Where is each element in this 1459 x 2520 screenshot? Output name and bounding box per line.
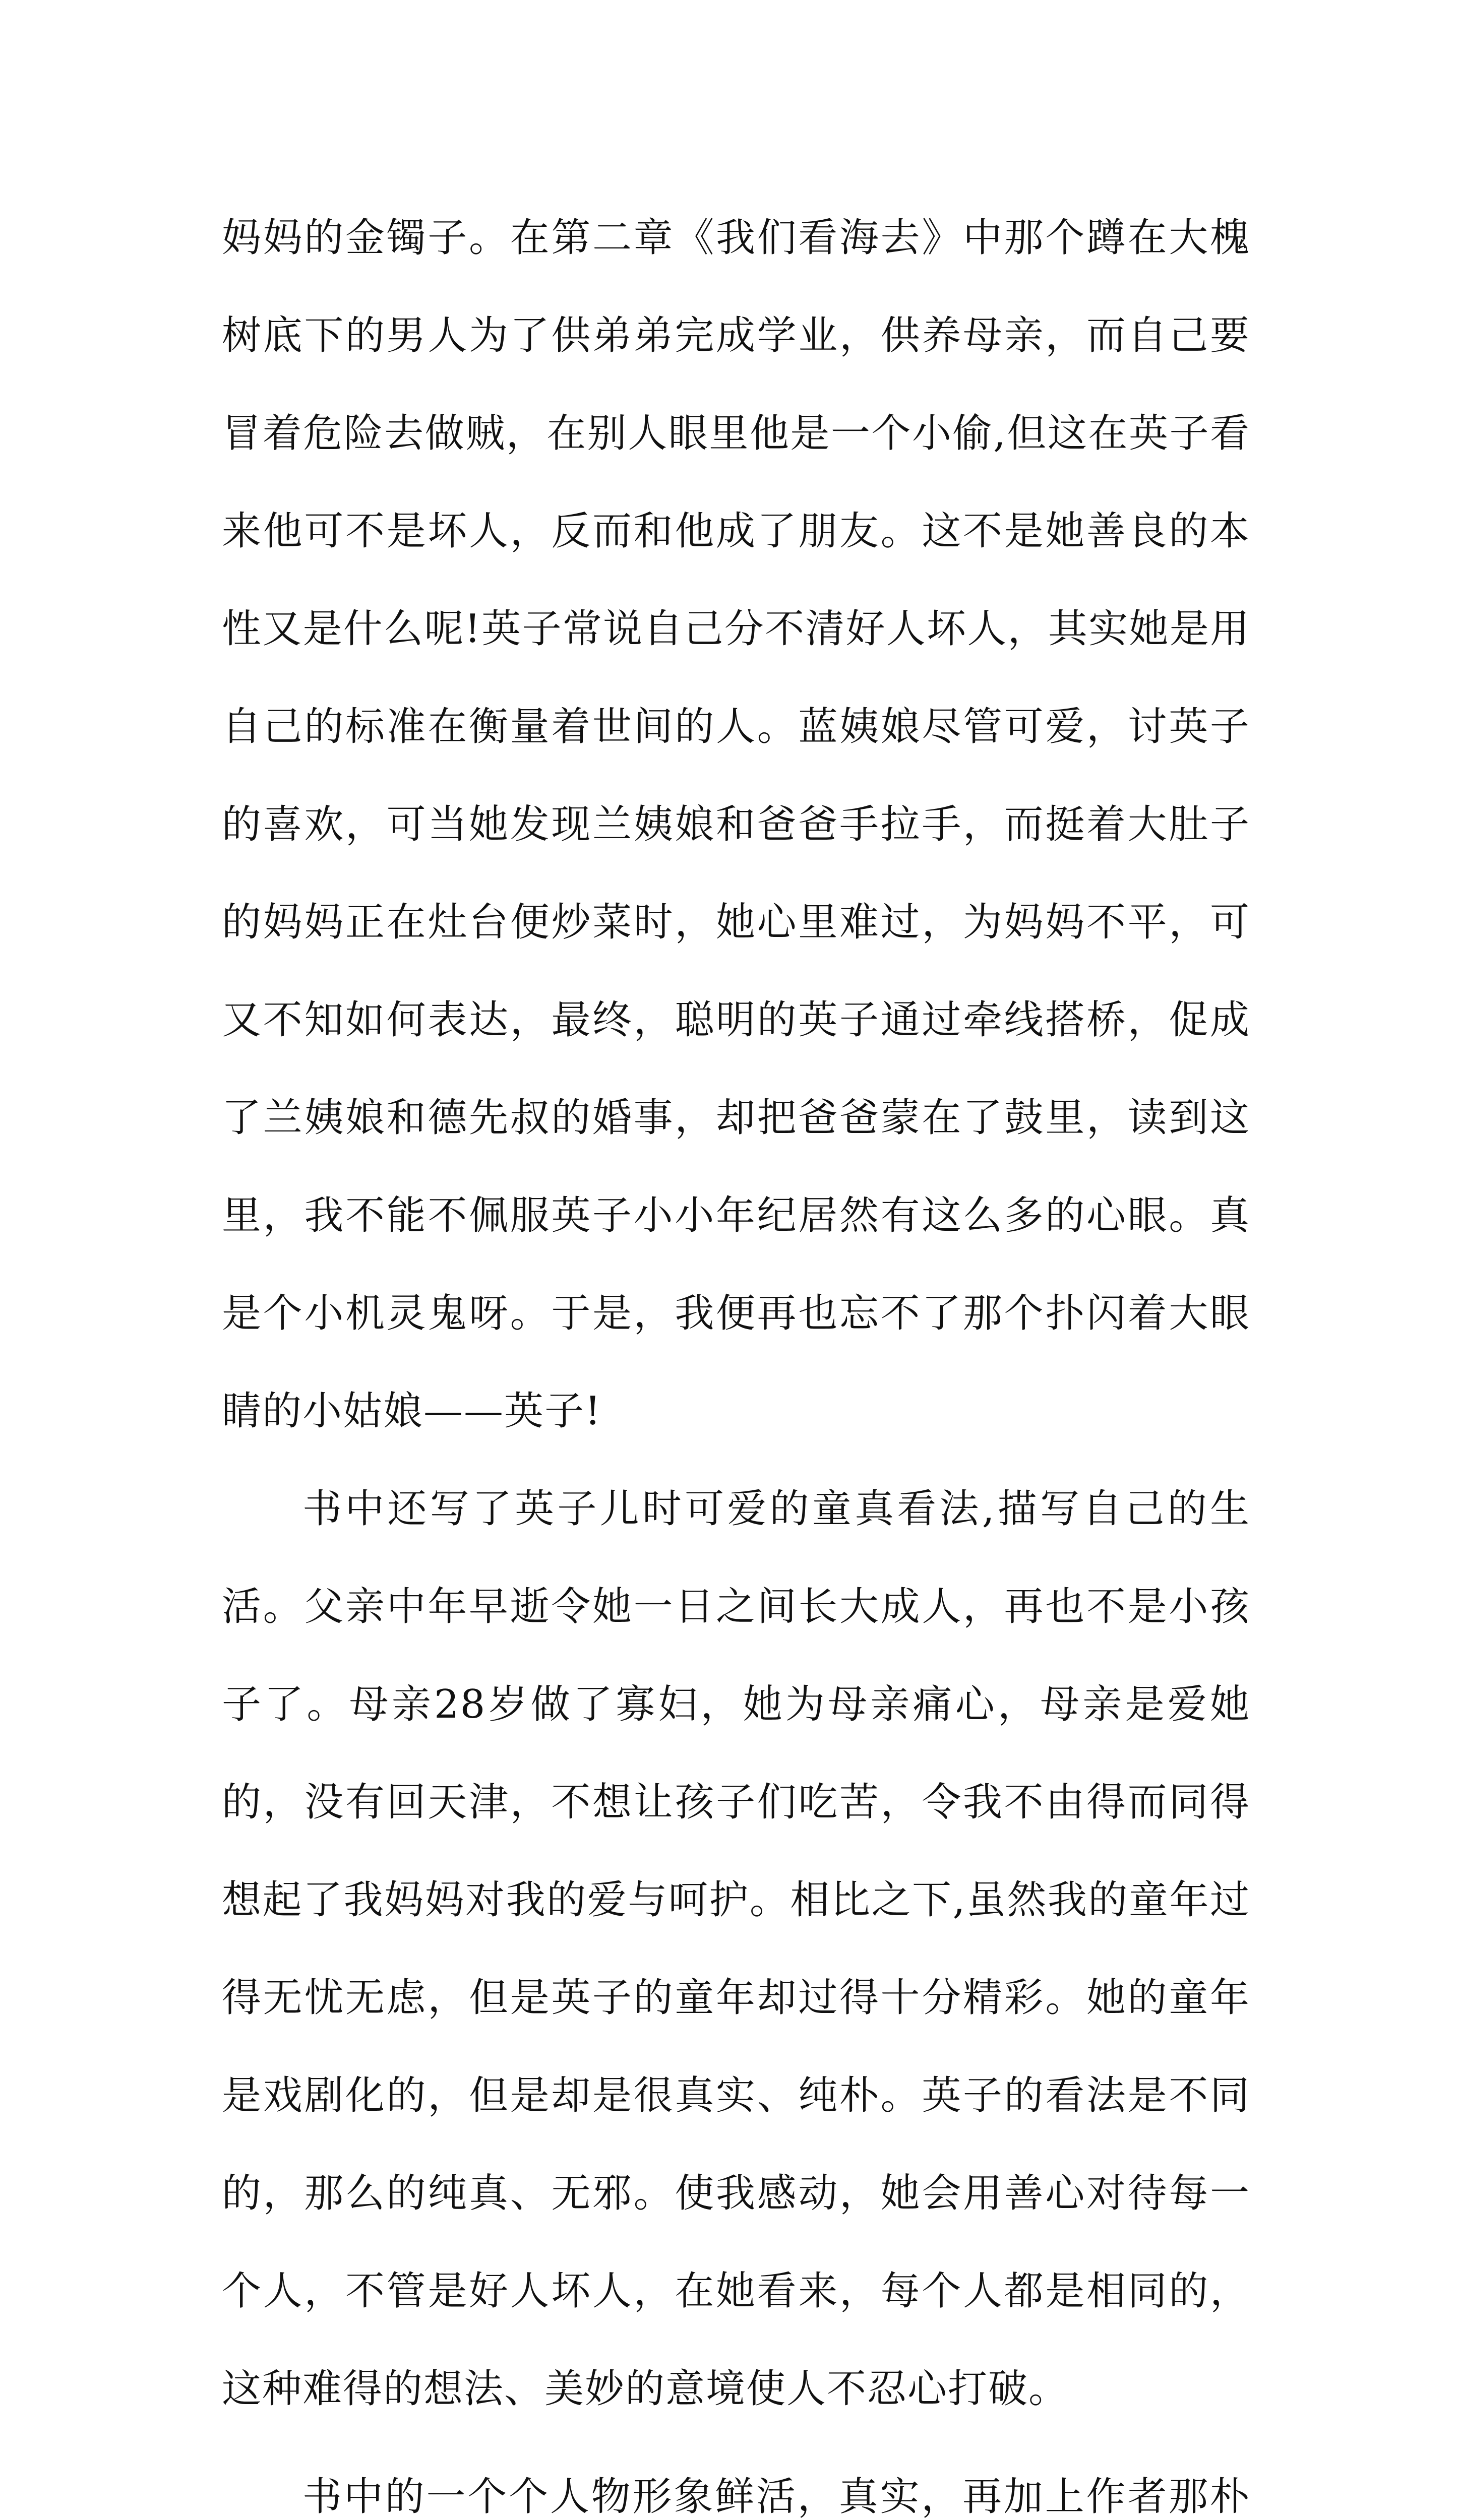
document-body [222, 189, 1250, 2520]
paragraph-1: 妈妈的金镯子。在第二章《我们看海去》中那个蹲在大槐树底下的男人为了供弟弟完成学业，供养母亲，而自己要冒着危险去做贼，在别人眼里他是一个小偷,但这在英子看来他可不是坏人，反而和他成了朋友。这不是她善良的本性又是什么呢!英子常说自己分不清好人坏人，其实她是用自己的标准在衡量着世间的人。蓝姨娘尽管可爱，讨英子的喜欢，可当她发现兰姨娘和爸爸手拉手，而挺着大肚子的妈妈正在灶台便炒菜时，她心里难过，为妈妈不平，可又不知如何表达，最终，聪明的英子通过牵线搭桥，促成了兰姨娘和德先叔的婚事，却把爸爸蒙在了鼓里，读到这里，我不能不佩服英子小小年纪居然有这么多的心眼。真是个小机灵鬼呀。于是，我便再也忘不了那个扑闪着大眼睛的小姑娘——英子! [222, 215, 1250, 1434]
paragraph-2: 书中还写了英子儿时可爱的童真看法,描写自己的生活。父亲中年早逝令她一日之间长大成人，再也不是小孩子了。母亲28岁做了寡妇，她为母亲痛心，母亲是爱她的，没有回天津，不想让孩子们吃苦，令我不由得而同得想起了我妈妈对我的爱与呵护。相比之下,虽然我的童年过得无忧无虑，但是英子的童年却过得十分精彩。她的童年是戏剧化的，但是却是很真实、纯朴。英子的看法是不同的，那么的纯真、无邪。使我感动，她会用善心对待每一个人，不管是好人坏人，在她看来，每个人都是相同的，这种难得的想法、美妙的意境使人不忍心打破。 [222, 1486, 1250, 2412]
paragraph-3: 书中的一个个人物形象鲜活，真实，再加上作者那朴 [302, 2474, 1250, 2519]
